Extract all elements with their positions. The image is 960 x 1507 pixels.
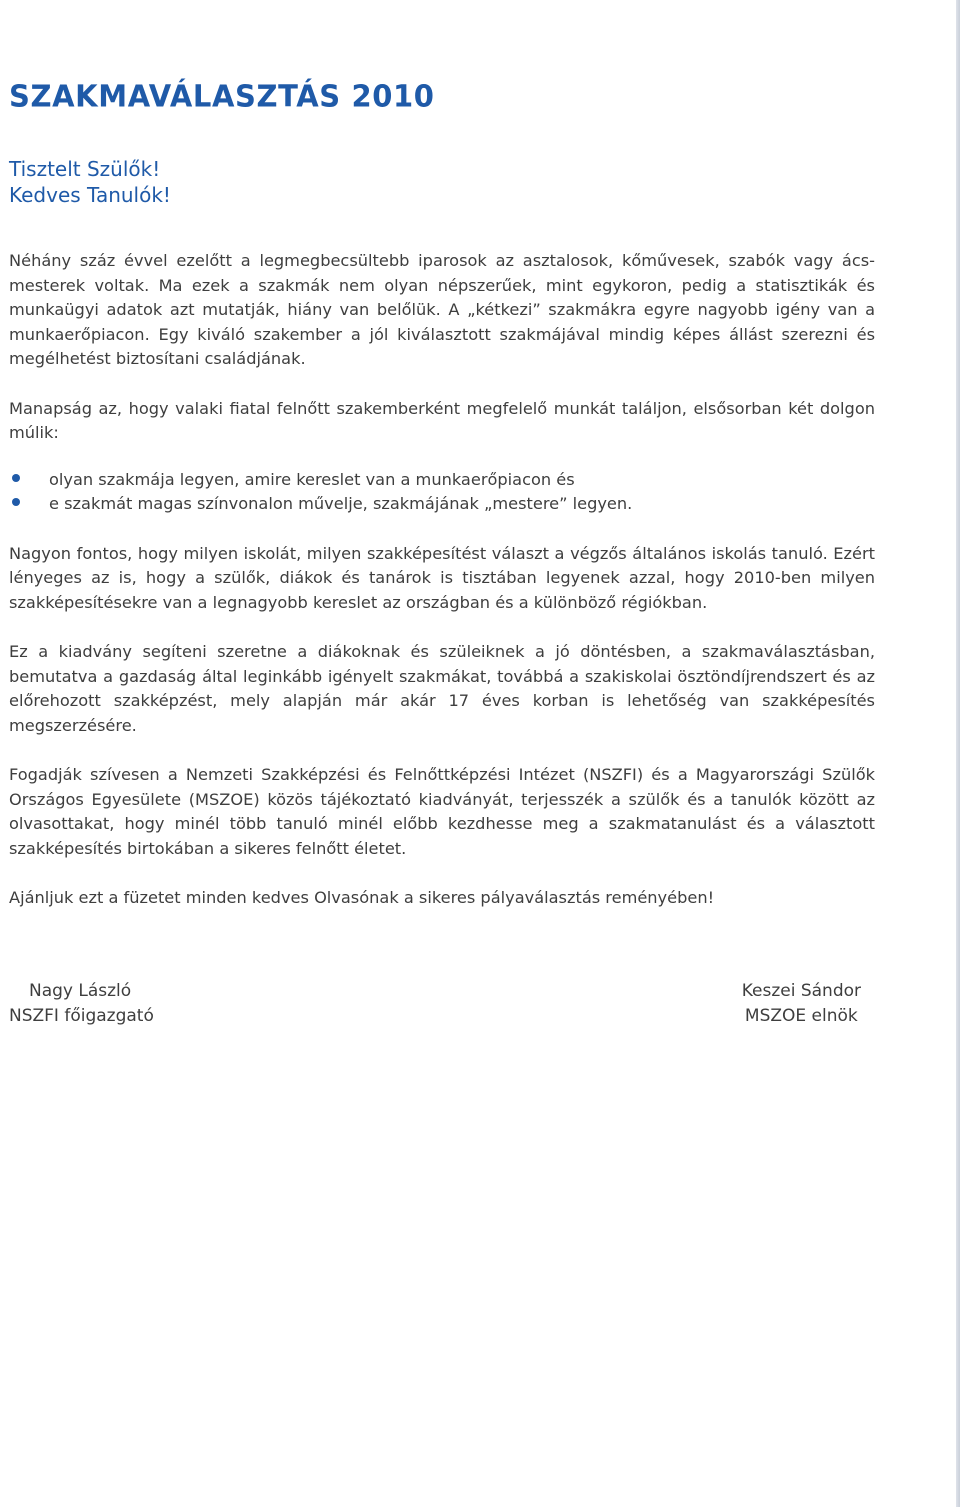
paragraph-recommendation: Ajánljuk ezt a füzetet minden kedves Olvasónak a sikeres pályaválasztás reményében! xyxy=(9,888,715,907)
page-edge xyxy=(956,0,960,1507)
signature-role: NSZFI főigazgató xyxy=(9,1006,154,1026)
greeting xyxy=(9,156,875,208)
list-item-text: e szakmát magas színvonalon művelje, szakmájának „mestere” legyen. xyxy=(49,494,633,513)
greeting-line-students: Kedves Tanulók! xyxy=(9,183,171,207)
document-body xyxy=(9,78,875,911)
paragraph-importance: Nagyon fontos, hogy milyen iskolát, milyen szakképesítést választ a végzős általános iskolás tanuló. Ezért lényeges az is, hogy a szülők, diákok és tanárok is tisztában legyenek azzal, hogy 2010-ben milyen szakképesítésekre van a legnagyobb kereslet az országban és a különböző régiókban. xyxy=(9,543,875,612)
list-item xyxy=(9,492,875,517)
paragraph-nowadays: Manapság az, hogy valaki fiatal felnőtt szakemberként megfelelő munkát találjon, elsősorban két dolgon múlik: xyxy=(9,398,875,442)
paragraph-invitation: Fogadják szívesen a Nemzeti Szakképzési és Felnőttképzési Intézet (NSZFI) és a Magyarországi Szülők Országos Egyesülete (MSZOE) közös tájékoztató kiadványát, terjesszék a szülők és a tanulók között az olvasottakat, hogy minél több tanuló minél előbb kezdhesse meg a szakmatanulást és a választott szakképesítés birtokában a sikeres felnőtt életet. xyxy=(9,765,875,858)
bullet-list xyxy=(9,468,875,517)
bullet-icon xyxy=(12,474,20,482)
signature-role: MSZOE elnök xyxy=(744,1006,858,1026)
signature-left xyxy=(9,979,154,1029)
signature-name: Keszei Sándor xyxy=(741,981,861,1001)
list-item xyxy=(9,468,875,493)
signature-name: Nagy László xyxy=(29,981,132,1001)
paragraph-publication: Ez a kiadvány segíteni szeretne a diákoknak és szüleiknek a jó döntésben, a szakmaválasztásban, bemutatva a gazdaság által leginkább igényelt szakmákat, továbbá a szakiskolai ösztöndíjrendszert és az előrehozott szakképzést, mely alapján már akár 17 éves korban is lehetőség van szakképesítés megszerzésére. xyxy=(9,642,875,735)
signature-right xyxy=(742,979,861,1029)
paragraph-intro: Néhány száz évvel ezelőtt a legmegbecsültebb iparosok az asztalosok, kőművesek, szabók vagy ács-mesterek voltak. Ma ezek a szakmák nem olyan népszerűek, mint egykoron, pedig a statisztikák és munkaügyi adatok azt mutatják, hiány van belőlük. A „kétkezi” szakmákra egyre nagyobb igény van a munkaerőpiacon. Egy kiváló szakember a jól kiválasztott szakmájával mindig képes állást szerezni és megélhetést biztosítani családjának. xyxy=(9,251,875,368)
bullet-icon xyxy=(12,498,20,506)
list-item-text: olyan szakmája legyen, amire kereslet van a munkaerőpiacon és xyxy=(49,469,575,489)
page-title: SZAKMAVÁLASZTÁS 2010 xyxy=(9,78,435,114)
greeting-line-parents: Tisztelt Szülők! xyxy=(9,157,161,181)
